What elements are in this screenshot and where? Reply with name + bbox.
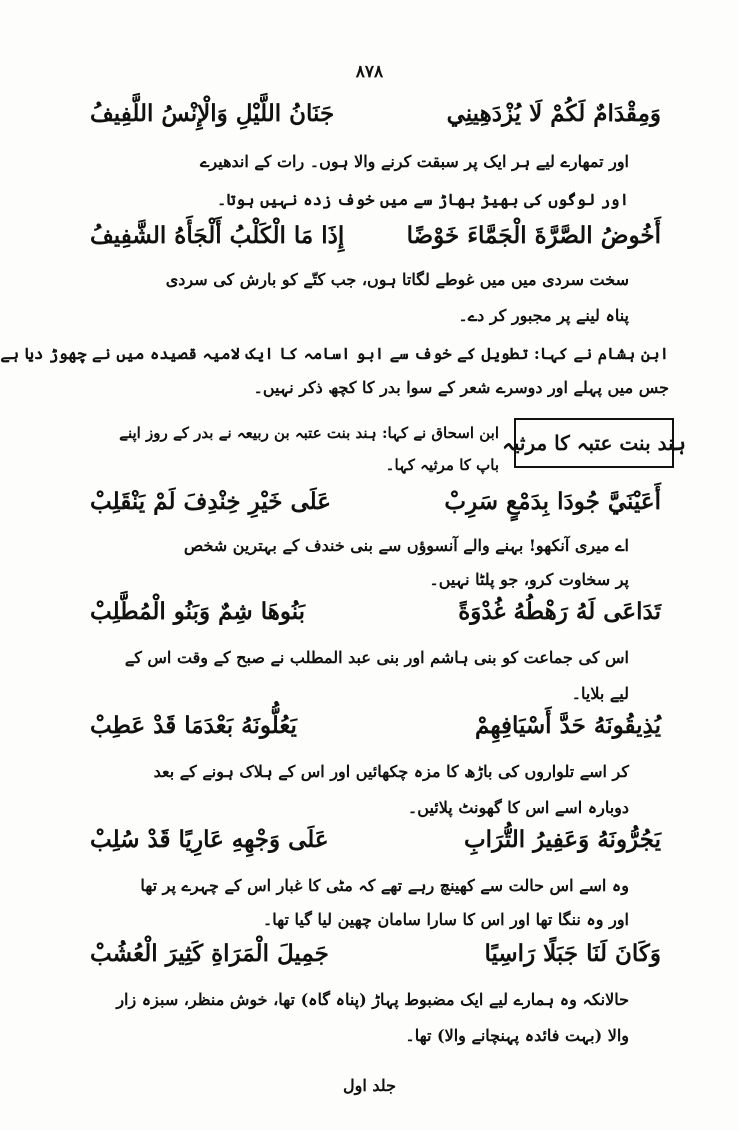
verse-first-hemistich: أَخُوضُ الصَّرَّةَ الْجَمَّاءَ خَوْضًا <box>406 222 661 249</box>
translation-line: والا (بہت فائدہ پہنچانے والا) تھا۔ <box>405 1026 629 1045</box>
translation-line: سخت سردی میں میں غوطے لگاتا ہوں، جب کتّے کو بارش کی سردی <box>165 270 629 289</box>
verse-second-hemistich: عَلَى وَجْهِهِ عَارِيًا قَدْ سُلِبْ <box>90 826 329 853</box>
verse-first-hemistich: وَمِقْدَامٌ لَكُمْ لَا يُزْدَهِينِي <box>446 100 661 127</box>
verse-second-hemistich: بَنُوهَا شِمٌ وَبَنُو الْمُطَّلِبْ <box>90 598 306 625</box>
verse-first-hemistich: تَدَاعَى لَهُ رَهْطُهُ غُدْوَةً <box>458 598 661 625</box>
translation-line: پناہ لینے پر مجبور کر دے۔ <box>458 306 629 325</box>
section-heading: ہند بنت عتبہ کا مرثیہ <box>514 418 674 468</box>
translation-line: اور وہ ننگا تھا اور اس کا سارا سامان چھین لیا گیا تھا۔ <box>262 910 629 929</box>
verse-line <box>90 826 661 866</box>
translation-line: دوبارہ اسے اس کا گھونٹ پلائیں۔ <box>407 798 629 817</box>
translation-line: حالانکہ وہ ہمارے لیے ایک مضبوط پہاڑ (پناہ گاہ) تھا، خوش منظر، سبزہ زار <box>116 990 629 1009</box>
verse-line <box>90 488 661 528</box>
verse-line <box>90 712 661 752</box>
page-number: ۸۷۸ <box>355 62 384 82</box>
prose-line: جس میں پہلے اور دوسرے شعر کے سوا بدر کا کچھ ذکر نہیں۔ <box>253 378 669 397</box>
verse-second-hemistich: جَمِيلَ الْمَرَاةِ كَثِيرَ الْعُشُبْ <box>90 940 329 967</box>
translation-line: وہ اسے اس حالت سے کھینچ رہے تھے کہ مٹی کا غبار اس کے چہرے پر تھا <box>140 876 629 895</box>
verse-line <box>90 100 661 140</box>
translation-line: اور لوگوں کی بھیڑ بھاڑ سے میں خوف زدہ نہیں ہوتا۔ <box>217 190 629 209</box>
prose-line: ابن اسحاق نے کہا: ہند بنت عتبہ بن ربیعہ نے بدر کے روز اپنے <box>119 424 499 442</box>
translation-line: کر اسے تلواروں کی باڑھ کا مزہ چکھائیں اور اس کے ہلاک ہونے کے بعد <box>153 762 629 781</box>
translation-line: پر سخاوت کرو، جو پلٹا نہیں۔ <box>429 570 629 589</box>
volume-label: جلد اول <box>343 1076 396 1095</box>
verse-second-hemistich: جَنَانُ اللَّيْلِ وَالْإِنْسُ اللَّفِيفُ <box>90 100 335 127</box>
prose-line: باپ کا مرثیہ کہا۔ <box>385 456 499 474</box>
translation-line: اس کی جماعت کو بنی ہاشم اور بنی عبد المطلب نے صبح کے وقت اس کے <box>124 648 629 667</box>
translation-line: اے میری آنکھو! بہنے والے آنسوؤں سے بنی خندف کے بہترین شخص <box>183 536 629 555</box>
verse-second-hemistich: يَعُلُّونَهُ بَعْدَمَا قَدْ عَطِبْ <box>90 712 297 739</box>
verse-first-hemistich: يُذِيقُونَهُ حَدَّ أَسْيَافِهِمْ <box>475 712 661 739</box>
verse-first-hemistich: أَعَيْنَيَّ جُودَا بِدَمْعٍ سَرِبْ <box>444 488 661 515</box>
verse-first-hemistich: وَكَانَ لَنَا جَبَلًا رَاسِيًا <box>484 940 661 967</box>
verse-line <box>90 222 661 262</box>
translation-line: لیے بلایا۔ <box>571 684 629 703</box>
prose-line: ابن ہشام نے کہا: تطویل کے خوف سے ابو اسامہ کا ایک لامیہ قصیدہ میں نے چھوڑ دیا ہے <box>0 344 669 363</box>
verse-second-hemistich: إِذَا مَا الْكَلْبُ أَلْجَأَهُ الشَّفِيفُ <box>90 222 345 249</box>
verse-second-hemistich: عَلَى خَيْرِ خِنْدِفَ لَمْ يَنْقَلِبْ <box>90 488 331 515</box>
verse-line <box>90 598 661 638</box>
verse-line <box>90 940 661 980</box>
verse-first-hemistich: يَجُرُّونَهُ وَعَفِيرُ التُّرَابِ <box>464 826 661 853</box>
translation-line: اور تمھارے لیے ہر ایک پر سبقت کرنے والا ہوں۔ رات کے اندھیرے <box>200 152 629 171</box>
